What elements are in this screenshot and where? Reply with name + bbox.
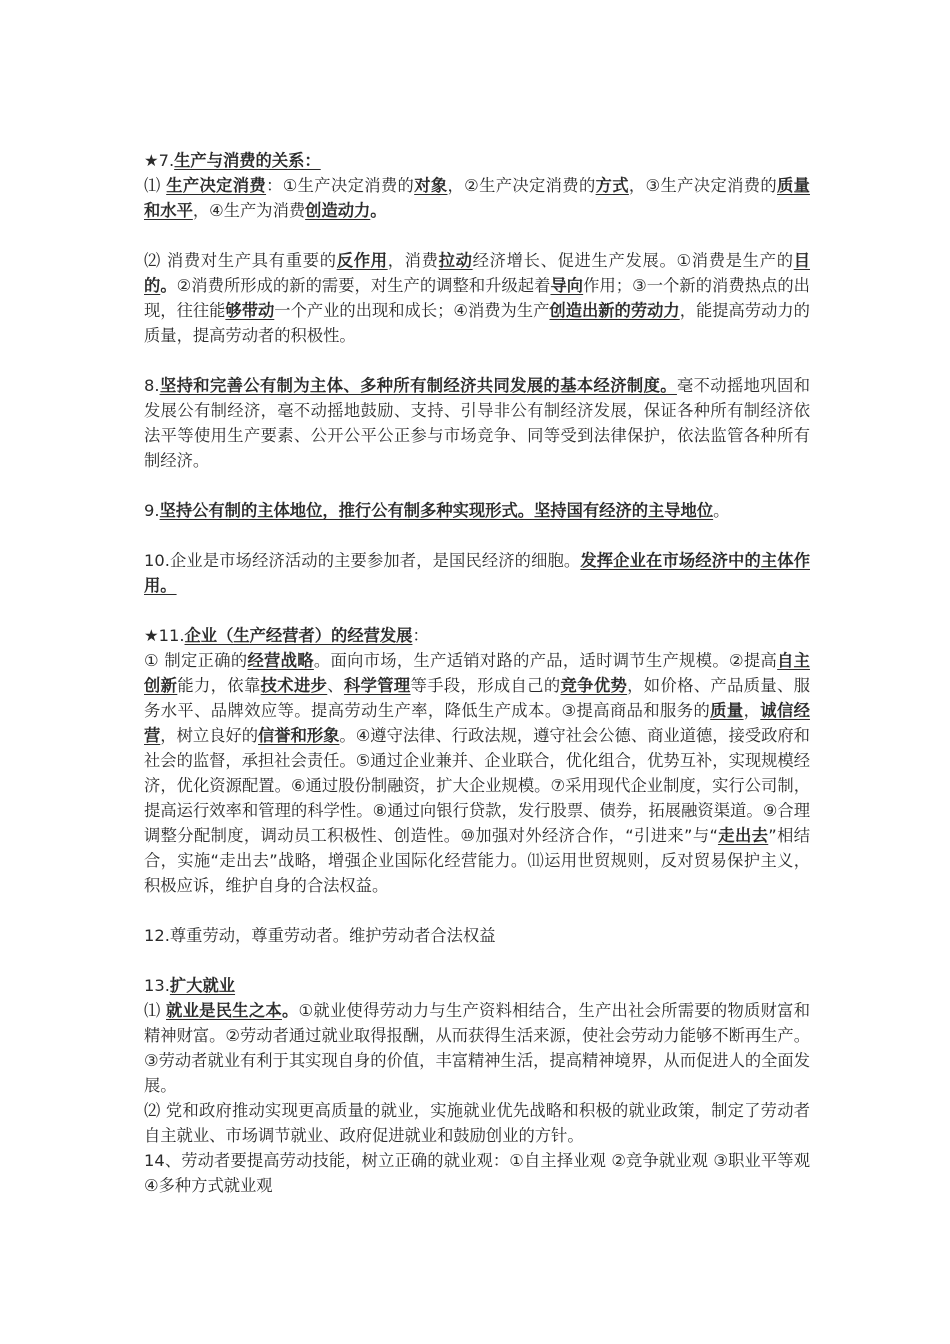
emphasis-text: 创造出新的劳动力 xyxy=(549,301,680,320)
body-text: ，如价格、产品质量、服务水平、品牌效应等。提高劳动生产率，降低生产成本。③提高商品和服务的 xyxy=(144,676,810,720)
body-text: ②消费所形成的新的需要，对生产的调整和升级起着 xyxy=(176,276,551,295)
body-text: ，②生产决定消费的 xyxy=(447,176,596,195)
emphasis-text: 导向 xyxy=(550,276,584,295)
body-text: 9. xyxy=(144,501,160,520)
emphasis-text: 反作用 xyxy=(336,251,388,270)
paragraph-s14 xyxy=(144,1148,810,1198)
body-text: ⑵ 消费对生产具有重要的 xyxy=(144,251,337,270)
body-text: ，④生产为消费 xyxy=(192,201,306,220)
paragraph-spacer xyxy=(144,598,810,623)
body-text: 、 xyxy=(327,676,344,695)
paragraph-s11-body xyxy=(144,648,810,898)
paragraph-s13-1 xyxy=(144,998,810,1098)
paragraph-s8 xyxy=(144,373,810,473)
paragraph-spacer xyxy=(144,523,810,548)
paragraph-s13-2 xyxy=(144,1098,810,1148)
body-text: 等手段，形成自己的 xyxy=(410,676,561,695)
emphasis-text: 质量和水平 xyxy=(144,176,810,220)
emphasis-text: 竞争优势 xyxy=(560,676,628,695)
emphasis-text: 企业（生产经营者）的经营发展 xyxy=(184,626,413,645)
emphasis-text: 扩大就业 xyxy=(169,976,236,995)
document-page xyxy=(144,148,810,1198)
emphasis-text: 。 xyxy=(281,1001,299,1020)
emphasis-text: 坚持公有制的主体地位，推行公有制多种实现形式。坚持国有经济的主导地位 xyxy=(159,501,714,520)
body-text: ： xyxy=(412,626,429,645)
body-text: ①就业使得劳动力与生产资料相结合，生产出社会所需要的物质财富和精神财富。②劳动者通过就业取得报酬，从而获得生活来源，使社会劳动力能够不断再生产。③劳动者就业有利于其实现自身的价值，丰富精神生活，提高精神境界，从而促进人的全面发展。 xyxy=(144,1001,810,1095)
body-text: 作用；③一个新的消费热点的出现，往往能 xyxy=(144,276,810,320)
emphasis-text: 。 xyxy=(160,276,177,295)
body-text: 一个产业的出现和成长；④消费为生产 xyxy=(274,301,550,320)
emphasis-text: 经营战略 xyxy=(247,651,314,670)
emphasis-text: 信誉和形象 xyxy=(258,726,340,745)
emphasis-text: 够带动 xyxy=(225,301,275,320)
body-text: ，能提高劳动力的质量，提高劳动者的积极性。 xyxy=(144,301,810,345)
body-text: 。面向市场，生产适销对路的产品，适时调节生产规模。②提高 xyxy=(313,651,778,670)
paragraph-spacer xyxy=(144,223,810,248)
body-text: 。 xyxy=(713,501,730,520)
body-text: 能力，依靠 xyxy=(177,676,261,695)
emphasis-text: 拉动 xyxy=(438,251,473,270)
emphasis-text: 自主创新 xyxy=(144,651,810,695)
paragraph-s12 xyxy=(144,923,810,948)
body-text: 14、劳动者要提高劳动技能，树立正确的就业观：①自主择业观 ②竞争就业观 ③职业平等观 ④多种方式就业观 xyxy=(144,1151,810,1195)
emphasis-text: 目的 xyxy=(144,251,810,295)
paragraph-spacer xyxy=(144,948,810,973)
body-text: 毫不动摇地巩固和发展公有制经济，毫不动摇地鼓励、支持、引导非公有制经济发展，保证各种所有制经济依法平等使用生产要素、公开公平公正参与市场竞争、同等受到法律保护，依法监管各种所有制经济。 xyxy=(144,376,810,470)
body-text: 10.企业是市场经济活动的主要参加者，是国民经济的细胞。 xyxy=(144,551,581,570)
emphasis-text: 走出去 xyxy=(717,826,769,845)
emphasis-text: 方式 xyxy=(595,176,629,195)
paragraph-s9 xyxy=(144,498,810,523)
body-text: ”相结合，实施“走出去”战略，增强企业国际化经营能力。⑾运用世贸规则，反对贸易保护主义，积极应诉，维护自身的合法权益。 xyxy=(144,826,811,895)
emphasis-text: 创造动力 xyxy=(305,201,371,220)
body-text: ⑵ 党和政府推动实现更高质量的就业，实施就业优先战略和积极的就业政策，制定了劳动者自主就业、市场调节就业、政府促进就业和鼓励创业的方针。 xyxy=(144,1101,810,1145)
body-text: ⑴ xyxy=(144,176,167,195)
emphasis-text: 。 xyxy=(370,201,387,220)
paragraph-spacer xyxy=(144,348,810,373)
body-text: ，树立良好的 xyxy=(160,726,258,745)
body-text: ，③生产决定消费的 xyxy=(628,176,778,195)
emphasis-text: 质量 xyxy=(710,701,744,720)
body-text: ， xyxy=(743,701,761,720)
emphasis-text: 技术进步 xyxy=(260,676,328,695)
paragraph-s7 xyxy=(144,148,810,173)
paragraph-s7-2 xyxy=(144,248,810,348)
body-text: 经济增长、促进生产发展。①消费是生产的 xyxy=(472,251,794,270)
body-text: ⑴ xyxy=(144,1001,167,1020)
body-text: 13. xyxy=(144,976,170,995)
body-text: ，消费 xyxy=(387,251,439,270)
body-text: ★11. xyxy=(144,626,185,645)
body-text: ★7. xyxy=(144,151,175,170)
paragraph-s7-1 xyxy=(144,173,810,223)
emphasis-text: 坚持和完善公有制为主体、多种所有制经济共同发展的基本经济制度。 xyxy=(159,376,677,395)
paragraph-spacer xyxy=(144,898,810,923)
paragraph-spacer xyxy=(144,473,810,498)
emphasis-text: 发挥企业在市场经济中的主体作用。 xyxy=(144,551,810,595)
emphasis-text: 科学管理 xyxy=(343,676,411,695)
emphasis-text: 生产决定消费 xyxy=(166,176,267,195)
body-text: ① 制定正确的 xyxy=(144,651,248,670)
body-text: ：①生产决定消费的 xyxy=(266,176,415,195)
body-text: 8. xyxy=(144,376,160,395)
emphasis-text: 生产与消费的关系： xyxy=(174,151,321,170)
emphasis-text: 诚信经营 xyxy=(144,701,810,745)
paragraph-s10 xyxy=(144,548,810,598)
emphasis-text: 就业是民生之本 xyxy=(166,1001,282,1020)
paragraph-s13 xyxy=(144,973,810,998)
body-text: 。④遵守法律、行政法规，遵守社会公德、商业道德，接受政府和社会的监督，承担社会责任。⑤通过企业兼并、企业联合，优化组合，优势互补，实现规模经济，优化资源配置。⑥通过股份制融资，扩大企业规模。⑦采用现代企业制度，实行公司制，提高运行效率和管理的科学性。⑧通过向银行贷款，发行股票、债券，拓展融资渠道。⑨合理调整分配制度，调动员工积极性、创造性。⑩加强对外经济合作，“引进来”与“ xyxy=(144,726,810,845)
paragraph-s11 xyxy=(144,623,810,648)
emphasis-text: 对象 xyxy=(414,176,448,195)
body-text: 12.尊重劳动，尊重劳动者。维护劳动者合法权益 xyxy=(144,926,496,945)
